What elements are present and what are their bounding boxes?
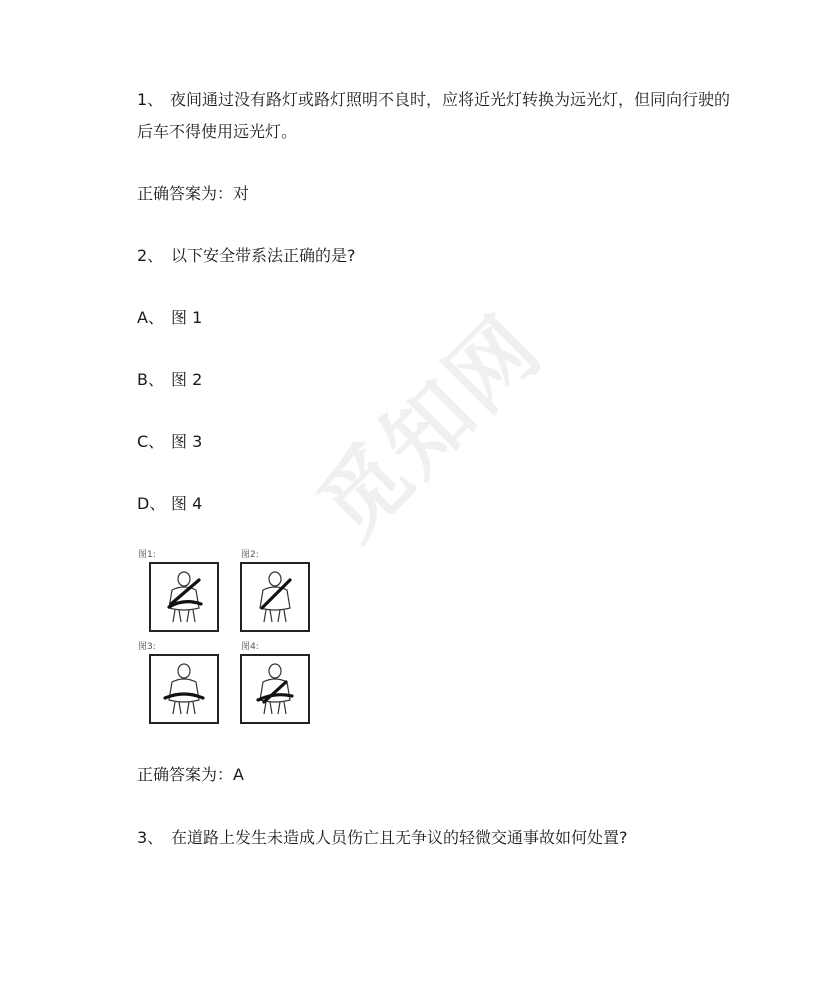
figure-2-label: 图2: [241, 550, 259, 560]
option-d-label: 图 4 [171, 494, 203, 513]
option-d [137, 494, 202, 514]
seatbelt-diagonal-only-icon [240, 562, 310, 632]
watermark: 觅知网 [299, 296, 562, 559]
option-c-label: 图 3 [171, 432, 203, 451]
figure-1-label: 图1: [138, 550, 156, 560]
seatbelt-lap-only-icon [149, 654, 219, 724]
option-b [137, 370, 202, 390]
figure-4-label: 图4: [241, 642, 259, 652]
option-b-letter: B、 [137, 370, 164, 389]
question-3-number: 3、 [137, 828, 164, 847]
question-2-text: 以下安全带系法正确的是? [171, 246, 356, 265]
question-2-number: 2、 [137, 246, 164, 265]
question-1-answer: 正确答案为：对 [137, 184, 250, 203]
question-3 [137, 828, 628, 848]
seatbelt-diagonal-and-lap-icon [149, 562, 219, 632]
question-2 [137, 246, 356, 266]
question-1-text-line1: 夜间通过没有路灯或路灯照明不良时，应将近光灯转换为远光灯，但同向行驶的 [170, 90, 731, 109]
question-1-text-line2: 后车不得使用远光灯。 [137, 122, 298, 141]
figure-3-label: 图3: [138, 642, 156, 652]
option-b-label: 图 2 [171, 370, 203, 389]
option-c-letter: C、 [137, 432, 165, 451]
option-c [137, 432, 202, 452]
question-3-text: 在道路上发生未造成人员伤亡且无争议的轻微交通事故如何处置? [171, 828, 628, 847]
seatbelt-crossed-low-icon [240, 654, 310, 724]
option-a [137, 308, 202, 328]
question-2-answer: 正确答案为：A [137, 765, 244, 784]
option-a-label: 图 1 [171, 308, 203, 327]
option-a-letter: A、 [137, 308, 164, 327]
seatbelt-figures [137, 548, 327, 728]
question-1-number: 1、 [137, 90, 164, 109]
option-d-letter: D、 [137, 494, 166, 513]
